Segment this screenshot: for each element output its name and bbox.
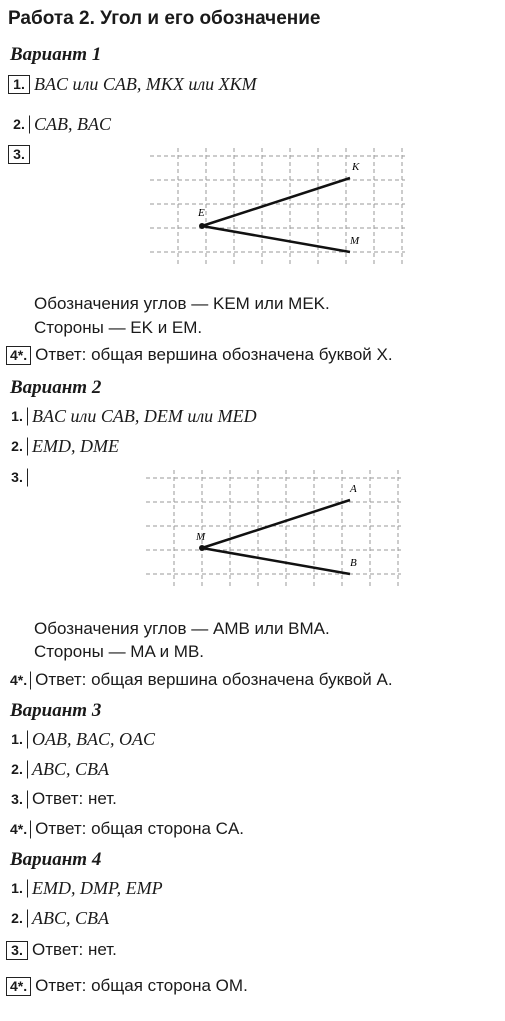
lower-label: B (350, 557, 357, 569)
item-number: 1. (6, 730, 28, 749)
v2-note-angles: Обозначения углов — AMB или BMA. (34, 619, 330, 638)
item-text: Ответ: общая вершина обозначена буквой X. (35, 345, 393, 364)
item-text: EMD, DMP, EMP (32, 878, 163, 898)
grid (146, 470, 401, 588)
angle-figure-v1 (150, 148, 410, 268)
item-number: 4*. (6, 977, 31, 996)
item-number: 1. (6, 879, 28, 898)
item-number: 3. (6, 468, 28, 487)
v1-note-angles: Обозначения углов — KEM или MEK. (34, 294, 330, 313)
item-text: BAC или CAB, DEM или MED (32, 406, 257, 426)
ray-lower (202, 226, 350, 252)
variant-3-heading: Вариант 3 (10, 700, 102, 721)
v1-item-1 (8, 74, 257, 95)
item-number: 4*. (6, 820, 31, 839)
v2-item-4 (6, 670, 393, 690)
item-number: 2. (6, 437, 28, 456)
item-text: Ответ: нет. (32, 789, 117, 808)
page-title: Работа 2. Угол и его обозначение (8, 8, 321, 29)
item-text: EMD, DME (32, 436, 119, 456)
item-number: 1. (6, 407, 28, 426)
item-number: 2. (6, 909, 28, 928)
v1-item-4 (6, 345, 393, 365)
v3-item-2 (6, 759, 109, 780)
lower-label: M (350, 235, 360, 247)
v3-item-4 (6, 819, 244, 839)
upper-label: K (352, 161, 360, 173)
ray-upper (202, 178, 350, 226)
vertex-point (199, 223, 205, 229)
item-number: 3. (6, 941, 28, 960)
v2-item-3 (6, 468, 28, 487)
item-text: OAB, BAC, OAC (32, 729, 155, 749)
item-text: ABC, CBA (32, 908, 109, 928)
grid (150, 148, 405, 266)
item-number: 4*. (6, 346, 31, 365)
v1-item-2 (8, 114, 111, 135)
angle-figure-v2 (146, 470, 406, 590)
v3-item-1 (6, 729, 155, 750)
v2-item-1 (6, 406, 257, 427)
variant-1-heading: Вариант 1 (10, 44, 102, 65)
v2-note-sides: Стороны — MA и MB. (34, 642, 205, 661)
v1-item-3 (8, 145, 30, 164)
v3-item-3 (6, 789, 117, 809)
item-number: 4*. (6, 671, 31, 690)
item-text: Ответ: общая сторона CA. (35, 819, 245, 838)
v4-item-1 (6, 878, 163, 899)
ray-lower (202, 548, 350, 574)
item-text: Ответ: общая вершина обозначена буквой A. (35, 670, 393, 689)
item-text: Ответ: общая сторона OM. (35, 976, 248, 995)
ray-upper (202, 500, 350, 548)
v4-item-3 (6, 940, 117, 960)
item-text: ABC, CBA (32, 759, 109, 779)
v4-item-2 (6, 908, 109, 929)
item-number: 3. (8, 145, 30, 164)
v4-item-4 (6, 976, 248, 996)
item-text: Ответ: нет. (32, 940, 117, 959)
item-number: 3. (6, 790, 28, 809)
vertex-label: M (196, 531, 206, 543)
v2-item-2 (6, 436, 119, 457)
item-number: 2. (8, 115, 30, 134)
item-number: 1. (8, 75, 30, 94)
item-text: BAC или CAB, MKX или XKM (34, 74, 257, 94)
variant-2-heading: Вариант 2 (10, 377, 102, 398)
variant-4-heading: Вариант 4 (10, 849, 102, 870)
upper-label: A (350, 483, 357, 495)
v1-note-sides: Стороны — EK и EM. (34, 318, 203, 337)
item-number: 2. (6, 760, 28, 779)
item-text: CAB, BAC (34, 114, 111, 134)
vertex-label: E (198, 207, 205, 219)
vertex-point (199, 545, 205, 551)
